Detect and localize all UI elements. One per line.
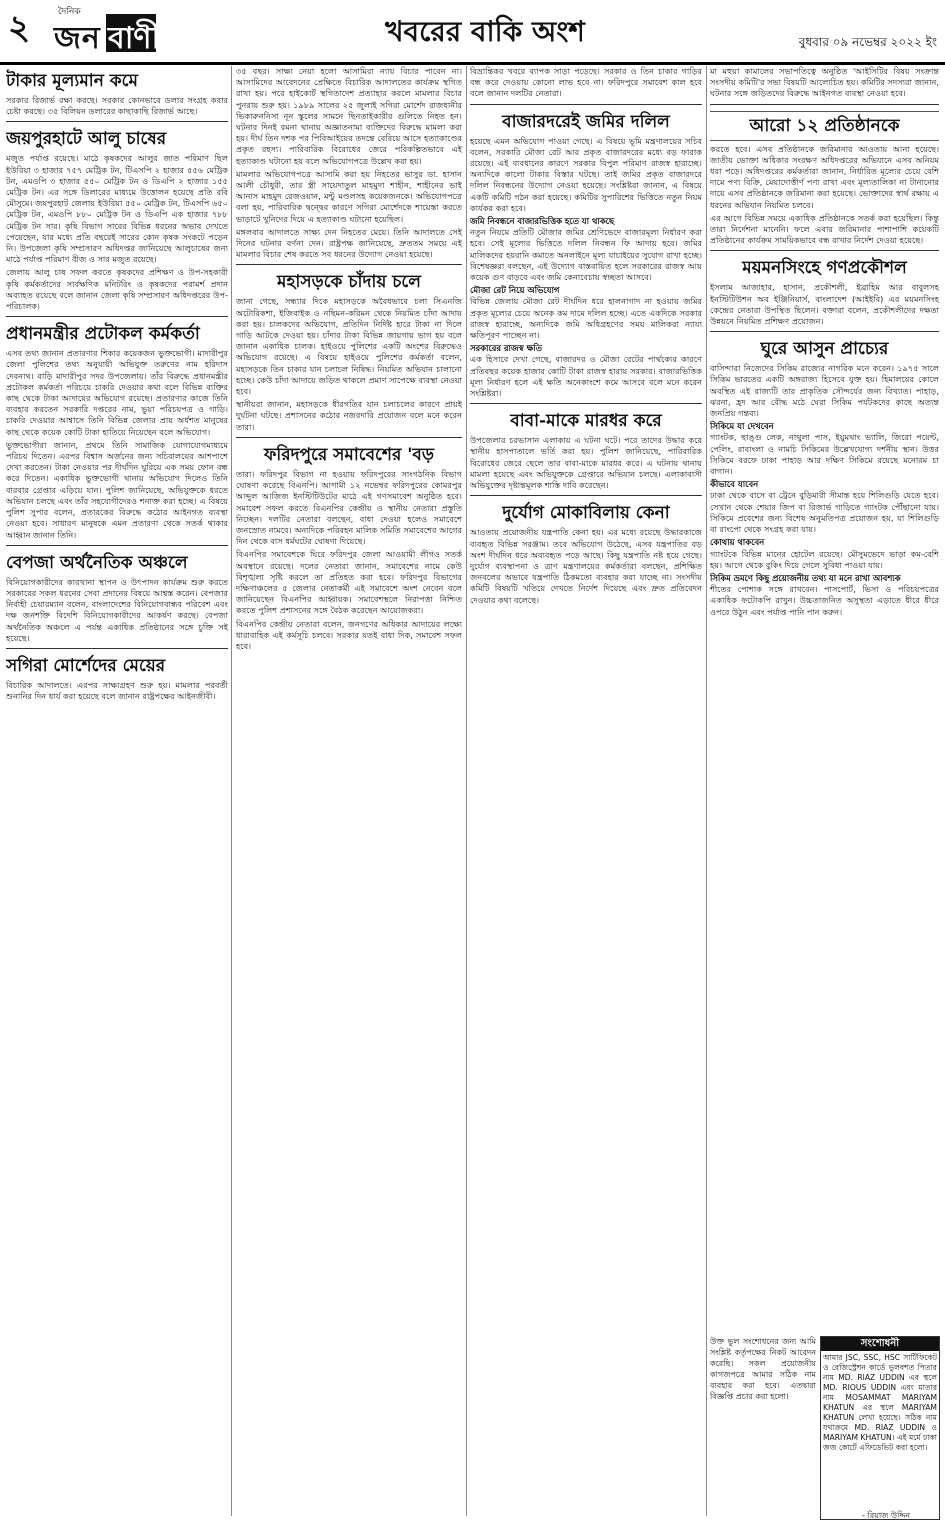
article-text: শীতের পোশাক সঙ্গে রাখবেন। পাসপোর্ট, ভিসা ও পরিচয়পত্রের একাধিক ফটোকপি রাখুন। উচ্চতাজনিত অসুস্থতা এড়াতে ধীরে ধীরে ওপরে উঠুন এবং পর্যাপ্ত পানি পান করুন। — [710, 584, 939, 617]
article-text: জানা গেছে, সন্ধ্যার দিকে মহাসড়কে অবৈধভাবে চলা সিএনজি অটোরিকশা, ইজিবাইক ও নছিমন-করিমন থেকে নিয়মিত চাঁদা আদায় করা হয়। চালকদের অভিযোগ, প্রতিদিন নির্দিষ্ট হারে টাকা না দিলে গাড়ি আটকে দেওয়া হয়। চাঁদার টাকা বিভিন্ন জায়গায় ভাগ হয় বলে জানান একাধিক চালক। হাইওয়ে পুলিশের একটি অংশের বিরুদ্ধেও অভিযোগ রয়েছে। এ বিষয়ে হাইওয়ে পুলিশের কর্মকর্তা বলেন, মহাসড়কে তিন চাকার যান চলাচল নিষিদ্ধ। নিয়মিত অভিযান চালানো হচ্ছে। কেউ চাঁদা আদায়ে জড়িত থাকলে প্রমাণ সাপেক্ষে ব্যবস্থা নেওয়া হবে। — [236, 296, 462, 397]
article-text: জেলায় আলু চাষ সফল করতে কৃষকদের প্রশিক্ষণ ও উপ-সহকারী কৃষি কর্মকর্তাদের সার্বক্ষণিক মনিটরিং ও কৃষকদের পরামর্শ প্রদান অব্যাহত রয়েছে বলে জানান জেলা কৃষি সম্প্রসারণ অধিদপ্তরের উপ-পরিচালক। — [6, 267, 228, 312]
correction-notice — [820, 1336, 940, 1520]
article-subheading: সিকিম ভ্রমণে কিছু প্রয়োজনীয় তথ্য যা মনে রাখা আবশ্যক — [710, 572, 901, 583]
article-text: উপজেলার চরভাসান এলাকায় এ ঘটনা ঘটে। পরে তাদের উদ্ধার করে স্থানীয় হাসপাতালে ভর্তি করা হয়। পুলিশ জানিয়েছে, পারিবারিক বিরোধের জেরে ছেলে তার বাবা-মাকে মারধর করে। এ ঘটনায় থানায় মামলা হয়েছে এবং অভিযুক্তকে গ্রেপ্তারে অভিযান চলছে। এলাকাবাসী অভিযুক্তের দৃষ্টান্তমূলক শাস্তি দাবি করেছেন। — [470, 435, 702, 491]
article-headline: বাজারদরেই জমির দলিল — [502, 111, 670, 132]
article-headline: বেপজা অর্থনৈতিক অঞ্চলে — [6, 552, 188, 573]
article-text: বিভ্রান্তিকর খবরে ব্যাপক সাড়া পড়েছে। সরকার ও তিন চাকার গাড়ির বন্ধ করে দেওয়ায় কোনো লাভ হবে না। ফরিদপুরে সমাবেশ কাল হবে বলে জানান দলটির নেতারা। — [470, 66, 702, 99]
article-text: সরকার রিজার্ভ রক্ষা করছে। সরকার কোনভাবে ডলার সংগ্রহ করার চেষ্টা করছে। ৩৫ বিলিয়ন ডলারের কাছাকাছি রিজার্ভ আছে। — [6, 95, 228, 117]
article-headline: মহাসড়কে চাঁদায় চলে — [277, 272, 421, 293]
article-text: মঙ্গলবার আদালতে সাক্ষ্য দেন নিহতের মেয়ে। তিনি আদালতে সেই দিনের ঘটনার বর্ণনা দেন। রাষ্ট্রপক্ষ জানিয়েছে, দ্রুততম সময়ে এই মামলার বিচার শেষ করতে সব ধরনের উদ্যোগ নেওয়া হয়েছে। — [236, 226, 462, 260]
article-headline: প্রধানমন্ত্রীর প্রটোকল কর্মকর্তা — [6, 324, 200, 345]
article-subheading: সিকিমে যা দেখবেন — [710, 421, 774, 432]
page-number: ২ — [7, 8, 31, 48]
article-text: মামলার অভিযোগপত্রে আসামি করা হয় নিহতের ভাসুর ডা. হাসান আলী চৌধুরী, তার স্ত্রী সায়েদাতুল মাহমুদা শাহীন, শাহীনের ভাই আনাস মাহমুদ রেজওয়ান, মন্টু মণ্ডলসহ কয়েকজনকে। অভিযোগপত্রে বলা হয়, পারিবারিক দ্বন্দ্বের কারণে সগিরা মোর্শেদকে শায়েস্তা করতে ভাড়াটে খুনিদের দিয়ে এ হত্যাকাণ্ড ঘটানো হয়েছিল। — [236, 168, 462, 224]
logo-text-part2: বাণী — [108, 21, 161, 56]
column-2 — [236, 66, 462, 1521]
article-text: এক হিসাবে দেখা গেছে, বাজারদর ও মৌজা রেটের পার্থক্যের কারণে প্রতিবছর কয়েক হাজার কোটি টাকা রাজস্ব হারায় সরকার। বাজারভিত্তিক মূল্য নির্ধারণ হলে এই ক্ষতি অনেকাংশে কমে আসবে বলে মনে করেন সংশ্লিষ্টরা। — [470, 354, 702, 399]
article-text: নতুন নিয়মে প্রতিটি মৌজার জমির শ্রেণিভেদে বাজারমূল্য নির্ধারণ করা হবে। সেই মূল্যের ভিত্তিতে দলিল নিবন্ধন ফি আদায় হবে। জমির মালিকদের হয়রানি কমাতে অনলাইনে মূল্য যাচাইয়ের সুযোগ রাখা হচ্ছে। বিশেষজ্ঞরা বলছেন, এই উদ্যোগ বাস্তবায়িত হলে সরকারের রাজস্ব আয় কয়েক গুণ বাড়বে এবং জমি কেনাবেচায় স্বচ্ছতা আসবে। — [470, 227, 702, 283]
article-headline: টাকার মূল্যমান কমে — [6, 71, 138, 91]
article-subheading: মৌজা রেট নিয়ে অভিযোগ — [470, 285, 560, 296]
article-headline: জয়পুরহাটে আলু চাষের — [6, 129, 167, 150]
article-text: স্থানীয়রা জানান, মহাসড়কে ধীরগতির যান চলাচলের কারণে প্রায়ই দুর্ঘটনা ঘটছে। প্রশাসনের কঠোর নজরদারি প্রয়োজন বলে মনে করেন তারা। — [236, 399, 462, 432]
column-divider — [466, 66, 467, 1516]
column-1 — [6, 66, 228, 1521]
article-headline: ঘুরে আসুন প্রাচ্যের — [760, 339, 889, 360]
newspaper-logo — [40, 4, 161, 56]
article-text: এর আগে বিভিন্ন সময়ে একাধিক প্রতিষ্ঠানকে সতর্ক করা হয়েছিল। কিন্তু তারা নির্দেশনা মানেনি। ফলে এবার জরিমানার পাশাপাশি কয়েকটি প্রতিষ্ঠানের কার্যক্রম সাময়িকভাবে বন্ধ রাখার নির্দেশ দেওয়া হয়েছে। — [710, 212, 939, 246]
article-text: মজুত পর্যাপ্ত রয়েছে। মাঠে কৃষকদের আলুর জাত পরিমাণ ছিল ইউরিয়া ৩ হাজার ৭৫৭ মেট্রিক টন, টিএসপি ২ হাজার ৫৫৬ মেট্রিক টন, এমওপি ৩ হাজার ৫৫০ মেট্রিক টন ও ডিএপি ২ হাজার ১৫৫ মেট্রিক টন। এর সঙ্গে ডিলারের মাধ্যমে উত্তোলন হয়েছে প্রতি রবি মৌসুমে। জয়পুরহাট জেলায় ইউরিয়া ৫৫০ মেট্রিক টন, টিএসপি ৬৫০ মেট্রিক টন, এমওপি ৮৮০ মেট্রিক টন ও ডিএপি এক হাজার ৭৮৮ মেট্রিক টন সার। কৃষি বিভাগ সারের বিভিন্ন ধরনের অভাব দেখতে পেয়েছেন, যার মধ্যে প্রতি বছরেই সারের কোন কৃষক সংকটে পড়েন নি। উপজেলা কৃষি সম্প্রসারণ অধিদপ্তর জানিয়েছে আলুচাষের জন্য মাঠে পর্যাপ্ত পরিমাণ বীজ ও সার মজুত রয়েছে। — [6, 153, 228, 265]
article-text: গ্যাংটক, ছাঙ্গু লেক, নাথুলা পাস, ইয়ুমথাং ভ্যালি, জিরো পয়েন্ট, পেলিং, রাবাংলা ও নামচি সিকিমের উল্লেখযোগ্য দর্শনীয় স্থান। উত্তর সিকিমে বরফে ঢাকা পাহাড় আর দক্ষিণ সিকিমে রয়েছে মনোরম চা বাগান। — [710, 432, 939, 477]
article-text: বিভিন্ন জেলায় মৌজা রেট দীর্ঘদিন ধরে হালনাগাদ না হওয়ায় জমির প্রকৃত মূল্যের চেয়ে অনেক কম দামে দলিল হচ্ছে। এতে একদিকে সরকার রাজস্ব হারাচ্ছে, অন্যদিকে জমি অধিগ্রহণের সময় মালিকরা ন্যায্য ক্ষতিপূরণ পাচ্ছেন না। — [470, 296, 702, 341]
column-4 — [710, 66, 939, 1331]
article-text: মা মহুয়া কামালের সভাপতিত্বে অনুষ্ঠিত 'আইসিটির বিষয় সংক্রান্ত সংসদীয় কমিটি'র সভা বিষয়টি আলোচিত হয়। কমিটির সদস্যরা জানান, ঘটনার সঙ্গে জড়িতদের বিরুদ্ধে আইনগত ব্যবস্থা নেওয়া হবে। — [710, 66, 939, 99]
article-text: তারা। ফরিদপুর বিভাগ না হওয়ায় ফরিদপুরের সাংগঠনিক বিভাগ ঘোষণা করেছে বিএনপি। আগামী ১২ নভেম্বর ফরিদপুরের কোমরপুর আব্দুল আজিজ ইনস্টিটিউটের মাঠে এই গণসমাবেশ অনুষ্ঠিত হবে। সমাবেশ সফল করতে বিএনপির কেন্দ্রীয় ও স্থানীয় নেতারা প্রস্তুতি নিচ্ছেন। দলটির নেতারা বলছেন, বাধা দেওয়া হলেও সমাবেশে জনস্রোত নামবে। অন্যদিকে পরিবহন মালিক সমিতি সমাবেশের আগের দিন থেকে বাস ধর্মঘটের ঘোষণা দিয়েছে। — [236, 468, 462, 547]
article-text: ঢাকা থেকে বাসে বা ট্রেনে বুড়িমারী সীমান্ত হয়ে শিলিগুড়ি যেতে হবে। সেখান থেকে শেয়ার জিপ বা রিজার্ভ গাড়িতে গ্যাংটক পৌঁছানো যায়। সিকিমে প্রবেশের জন্য বিশেষ অনুমতিপত্র প্রয়োজন হয়, যা শিলিগুড়ি বা রাংপো থেকে সংগ্রহ করা যায়। — [710, 490, 939, 535]
article-headline: আরো ১২ প্রতিষ্ঠানকে — [710, 111, 939, 141]
column-3 — [470, 66, 702, 1521]
article-headline: ফরিদপুরে সমাবেশের 'বড় — [263, 444, 435, 465]
article-text: বিনিয়োগকারীদের কারখানা স্থাপন ও উৎপাদন কার্যক্রম শুরু করতে সরকারের সকল ধরনের সেবা প্রদানের বিষয়ে আশ্বস্ত করেন। বেপজার নির্বাহী চেয়ারম্যান বলেন, বাংলাদেশের বিনিয়োগবান্ধব পরিবেশ এবং দক্ষ জনশক্তি বিদেশি বিনিয়োগকারীদের আকর্ষণ করছে। বেপজা অর্থনৈতিক অঞ্চলে এ পর্যন্ত একাধিক প্রতিষ্ঠানের সঙ্গে চুক্তি সই হয়েছে। — [6, 576, 228, 643]
article-subheading: কীভাবে যাবেন — [710, 479, 759, 490]
logo-text-part1: জন — [54, 21, 101, 56]
correction-signature: - রিয়াজ উদ্দিন — [862, 1511, 911, 1520]
section-title: খবরের বাকি অংশ — [385, 15, 585, 48]
article-text: এসব তথ্য জানান প্রতারণার শিকার কয়েকজন ভুক্তভোগী। মাদারীপুর জেলা পুলিশের তথ্য অনুযায়ী অভিযুক্ত তরুণের নাম হরিদাস দেবনাথ। বাড়ি মাদারীপুর সদর উপজেলায়। তাঁর বিরুদ্ধে প্রধানমন্ত্রীর প্রটোকল কর্মকর্তা পরিচয়ে চাকরি দেওয়ার কথা বলে বিভিন্ন ব্যক্তির কাছ থেকে টাকা আদায়ের অভিযোগ রয়েছে। প্রতারণার কাজে তিনি ব্যবহার করতেন সরকারি দপ্তরের নাম, ভুয়া পরিচয়পত্র ও গাড়ি। চাকরি দেওয়ার আশ্বাসে তিনি বিভিন্ন জেলার প্রায় অর্ধশত মানুষের কাছ থেকে কয়েক কোটি টাকা হাতিয়ে নিয়েছেন বলে অভিযোগ। — [6, 348, 228, 437]
article-text: হয়েছে এমন অভিযোগ পাওয়া গেছে। এ বিষয়ে ভূমি মন্ত্রণালয়ের সচিব বলেন, সরকারি মৌজা রেট আর প্রকৃত বাজারদরের মধ্যে বড় ফারাক রয়েছে। এই ব্যবধানের কারণে সরকার বিপুল পরিমাণ রাজস্ব হারাচ্ছে। অন্যদিকে কালো টাকার বিস্তার ঘটছে। তাই জমির প্রকৃত বাজারদরে দলিল নিবন্ধনের উদ্যোগ নেওয়া হয়েছে। সংশ্লিষ্টরা জানান, এ বিষয়ে একটি কমিটি গঠন করা হয়েছে। কমিটির সুপারিশের ভিত্তিতে নতুন নিয়ম কার্যকর করা হবে। — [470, 135, 702, 213]
article-text: করতে হবে। এসব প্রতিষ্ঠানকে জরিমানার আওতায় আনা হয়েছে। জাতীয় ভোক্তা অধিকার সংরক্ষণ অধিদপ্তরের অভিযানে এসব অনিয়ম ধরা পড়ে। অধিদপ্তরের কর্মকর্তারা জানান, নির্ধারিত মূল্যের চেয়ে বেশি দামে পণ্য বিক্রি, মেয়াদোত্তীর্ণ পণ্য রাখা এবং মূল্যতালিকা না টানানোর দায়ে এসব প্রতিষ্ঠানকে জরিমানা করা হয়েছে। ভোক্তাদের স্বার্থ রক্ষায় এ ধরনের অভিযান নিয়মিত চলবে। — [710, 143, 939, 210]
masthead — [0, 0, 945, 65]
article-text: বিএনপির সমাবেশকে ঘিরে ফরিদপুর জেলা আওয়ামী লীগও সতর্ক অবস্থানে রয়েছে। দলের নেতারা জানান, সমাবেশের নামে কেউ বিশৃঙ্খলা সৃষ্টি করলে তা প্রতিহত করা হবে। ফরিদপুর বিভাগের দক্ষিণাঞ্চলের ৫ জেলার নেতাকর্মী এই সমাবেশে অংশ নেবেন বলে জানিয়েছেন বিএনপির আহ্বায়ক। সমাবেশস্থলে নিরাপত্তা নিশ্চিত করতে পুলিশ প্রশাসনের সঙ্গে বৈঠক করেছেন আয়োজকরা। — [236, 549, 462, 616]
article-text: ইসলাম আজাহার, হাসান, প্রকৌশলী, ইব্রাহিম আর বাবুলসহ ইনস্টিটিউশন অব ইঞ্জিনিয়ার্স, বাংলাদেশ (আইইবি) এর ময়মনসিংহ কেন্দ্রের নেতারা উপস্থিত ছিলেন। বক্তারা বলেন, প্রকৌশলীদের দক্ষতা উন্নয়নে নিয়মিত প্রশিক্ষণ প্রয়োজন। — [710, 282, 939, 327]
column-divider — [231, 66, 232, 1516]
article-text: বিচারিক আদালতে। এরপর সাক্ষ্যগ্রহণ শুরু হয়। মামলার পরবর্তী শুনানির দিন ধার্য করা হয়েছে বলে জানান রাষ্ট্রপক্ষের আইনজীবী। — [6, 679, 228, 702]
article-subheading: সরকারের রাজস্ব ক্ষতি — [470, 343, 542, 354]
article-headline: ময়মনসিংহে গণপ্রকৌশল — [742, 258, 907, 279]
article-headline: বাবা-মাকে মারধর করে — [510, 411, 662, 432]
article-headline: সগিরা মোর্শেদের মেয়ের — [6, 655, 166, 676]
article-subheading: জমি নিবন্ধনে বাজারভিত্তিক হতে যা থাকছে — [470, 216, 615, 227]
column-divider — [706, 66, 707, 1516]
issue-date: বুধবার ০৯ নভেম্বর ২০২২ ইং — [798, 35, 937, 49]
article-subheading: কোথায় থাকবেন — [710, 537, 765, 548]
article-text: ভুক্তভোগীরা জানান, প্রথমে তিনি সামাজিক যোগাযোগমাধ্যমে পরিচয় দিতেন। এরপর বিশ্বাস অর্জনের জন্য সচিবালয়ের আশপাশে দেখা করতেন। টাকা নেওয়ার পর দীর্ঘদিন ঘুরিয়ে এক সময় ফোন বন্ধ করে দিতেন। একাধিক ভুক্তভোগী থানায় অভিযোগ দিলেও তিনি বারবার গ্রেপ্তার এড়িয়ে যান। পুলিশ জানিয়েছে, অভিযুক্তকে ধরতে অভিযান চলছে এবং তাঁর সহযোগীদেরও শনাক্ত করা হচ্ছে। এ বিষয়ে পুলিশ সুপার বলেন, প্রতারকের বিরুদ্ধে কঠোর আইনগত ব্যবস্থা নেওয়া হবে। সাধারণ মানুষকে এমন প্রতারণা থেকে সতর্ক থাকার আহ্বান জানান তিনি। — [6, 439, 228, 540]
correction-side-text: উক্ত ভুল সংশোধনের জন্য আমি সংশ্লিষ্ট কর্তৃপক্ষের নিকট আবেদন করেছি। সকল প্রয়োজনীয় কাগজপত্রে আমার সঠিক নাম ব্যবহার করা হবে। এতদ্বারা বিজ্ঞপ্তি প্রচার করা হলো। — [710, 1337, 816, 1401]
correction-title: সংশোধনী — [821, 1337, 939, 1351]
article-headline: দুর্যোগ মোকাবিলায় কেনা — [502, 503, 670, 524]
article-text: গ্যাংটকে বিভিন্ন মানের হোটেল রয়েছে। মৌসুমভেদে ভাড়া কম-বেশি হয়। আগে থেকে বুকিং দিয়ে গেলে সুবিধা পাওয়া যায়। — [710, 548, 939, 570]
logo-daily-label: দৈনিক — [58, 7, 81, 17]
article-text: বাসিন্দারা নিজেদের সিকিম রাজ্যের নাগরিক মনে করেন। ১৯৭৫ সালে সিকিম ভারতের একটি অঙ্গরাজ্য হিসেবে যুক্ত হয়। হিমালয়ের কোলে অবস্থিত এই রাজ্যটি তার প্রাকৃতিক সৌন্দর্যের জন্য বিখ্যাত। পাহাড়, ঝরনা, হ্রদ আর বৌদ্ধ মঠে ঘেরা সিকিম পর্যটকদের কাছে অত্যন্ত জনপ্রিয় গন্তব্য। — [710, 363, 939, 419]
correction-body: আমার JSC, SSC, HSC সার্টিফিকেট ও রেজিস্ট্রেশন কার্ডে ভুলবশত পিতার নাম MD. RIAZ UDDIN এর স্থলে MD. RIOUS UDDIN এবং মাতার নাম MOSAMMAT MARIYAM KHATUN এর স্থলে MARIYAM KHATUN লেখা হয়েছে। সঠিক নাম যথাক্রমে MD. RIAZ UDDIN ও MARIYAM KHATUN। এই মর্মে ঢাকা জজ কোর্টে এফিডেভিট করা হলো। — [823, 1353, 937, 1452]
article-text: বিএনপির কেন্দ্রীয় নেতারা বলেন, জনগণের অধিকার আদায়ের লক্ষ্যে ধারাবাহিক এই কর্মসূচি চলবে। সরকার যতই বাধা দিক, সমাবেশ সফল হবে। — [236, 618, 462, 651]
article-text: আওতায় প্রয়োজনীয় যন্ত্রপাতি কেনা হয়। এর মধ্যে রয়েছে উদ্ধারকাজে ব্যবহৃত বিভিন্ন সরঞ্জাম। তবে অভিযোগ উঠেছে, এসব যন্ত্রপাতির বড় অংশ দীর্ঘদিন ধরে অব্যবহৃত পড়ে আছে। কিছু যন্ত্রপাতি নষ্ট হয়ে গেছে। দুর্যোগ ব্যবস্থাপনা ও ত্রাণ মন্ত্রণালয়ের কর্মকর্তারা বলছেন, প্রশিক্ষিত জনবলের অভাবে যন্ত্রপাতি ঠিকমতো ব্যবহার করা যাচ্ছে না। সংসদীয় কমিটি বিষয়টি খতিয়ে দেখতে নির্দেশ দিয়েছে এবং দ্রুত প্রতিবেদন দেওয়ার কথা বলেছে। — [470, 527, 702, 605]
article-text: ৩৫ বছর। সাক্ষ্য নেয়া হলো আসামিরা ন্যায় বিচার পাবেন না। আসামিদের আবেদনের প্রেক্ষিতে বিচারিক আদালতের কার্যক্রম স্থগিত রাখা হয়। পরে হাইকোর্ট স্থগিতাদেশ প্রত্যাহার করলে মামলার বিচার পুনরায় শুরু হয়। ১৯৮৯ সালের ২৫ জুলাই সগিরা মোর্শেদ রাজধানীর ভিকারুননিসা নূন স্কুলের সামনে ছিনতাইকারীর গুলিতে নিহত হন। ঘটনার দিনই রমনা থানায় অজ্ঞাতনামা ব্যক্তিদের বিরুদ্ধে মামলা করা হয়। দীর্ঘ তিন দশক পর পিবিআইয়ের তদন্তে বেরিয়ে আসে হত্যাকাণ্ডের প্রকৃত রহস্য। পারিবারিক বিরোধের জেরে পরিকল্পিতভাবে এই হত্যাকাণ্ড ঘটানো হয় বলে অভিযোগপত্রে উল্লেখ করা হয়। — [236, 66, 462, 166]
